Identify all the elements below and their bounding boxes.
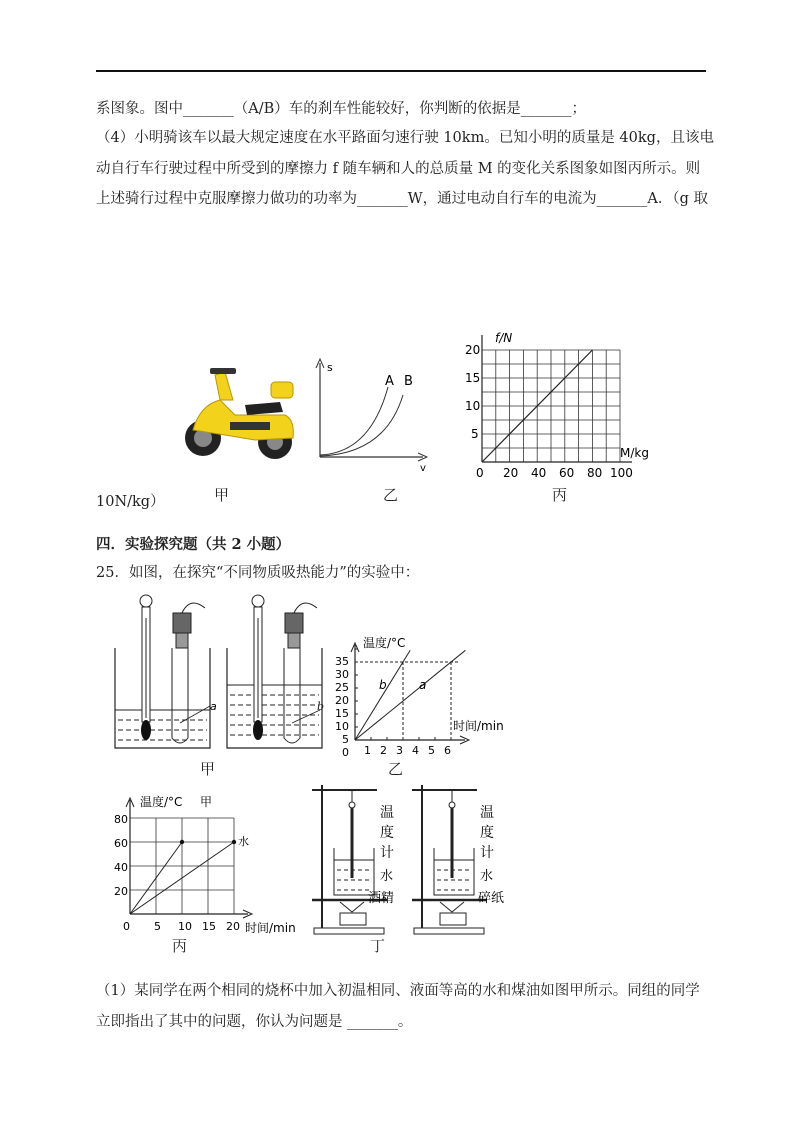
tb-xtick-20: 20: [226, 920, 240, 933]
q24-line-1: 系图象。图中_______（A/B）车的刹车性能较好，你判断的依据是_______；: [96, 101, 587, 117]
ding-right-label-1: 温: [480, 805, 494, 821]
ding-left-label-3: 计: [380, 845, 394, 861]
tb-line-shui-label: 水: [238, 835, 249, 848]
chart-s-v: [305, 355, 435, 475]
beaker-right: [227, 595, 325, 748]
chart-temp-time-2: [108, 790, 313, 940]
tt-xlabel: 时间/min: [453, 719, 504, 733]
ding-left-water: 水: [380, 869, 394, 884]
ding-left-label-2: 度: [380, 825, 394, 841]
q25-part1-line2: 立即指出了其中的问题，你认为问题是 _______。: [96, 1014, 413, 1030]
tt-ytick-0: 0: [342, 746, 349, 759]
tb-ytick-40: 40: [114, 861, 128, 874]
ding-right-fuel: 碎纸: [478, 891, 505, 906]
tb-ylabel: 温度/°C: [140, 795, 183, 809]
tb-series-point: [232, 840, 236, 844]
tt-ytick-30: 30: [335, 668, 349, 681]
q24-line-5: 10N/kg）: [96, 494, 165, 510]
fm-xtick-100: 100: [610, 466, 633, 480]
fig-top-caption-bing: 丙: [552, 486, 568, 504]
tt-ytick-15: 15: [335, 707, 349, 720]
tb-xtick-5: 5: [154, 920, 161, 933]
q25-caption-ding: 丁: [370, 937, 386, 955]
ding-right-label-2: 度: [480, 825, 494, 841]
q25-part1-line1: （1）某同学在两个相同的烧杯中加入初温相同、液面等高的水和煤油如图甲所示。同组的同学: [96, 983, 700, 999]
s-v-ylabel: s: [327, 361, 333, 374]
tt-xtick-5: 5: [428, 744, 435, 757]
q25-caption-bing: 丙: [172, 937, 188, 955]
section-title: 四．实验探究题（共 2 小题）: [96, 536, 291, 553]
tt-ytick-35: 35: [335, 655, 349, 668]
tt-ytick-10: 10: [335, 720, 349, 733]
fm-xtick-80: 80: [587, 466, 603, 480]
tb-ytick-20: 20: [114, 885, 128, 898]
chart-friction-mass: [460, 325, 670, 485]
header-rule: [96, 70, 706, 72]
tt-xtick-1: 1: [364, 744, 371, 757]
beakers-diagram: [110, 588, 325, 763]
curve-b-label: B: [404, 374, 413, 389]
tt-ytick-20: 20: [335, 694, 349, 707]
tt-series-a: [355, 650, 465, 740]
stand-left: [312, 785, 387, 934]
ding-right-water: 水: [480, 869, 494, 884]
fig-top-caption-yi: 乙: [383, 486, 399, 504]
q25-caption-jia: 甲: [200, 760, 216, 778]
curve-a: [320, 387, 388, 455]
tt-line-b-label: b: [379, 678, 387, 692]
q25-caption-yi: 乙: [388, 760, 404, 778]
tt-ytick-5: 5: [342, 733, 349, 746]
tb-xtick-10: 10: [178, 920, 192, 933]
fm-ytick-5: 5: [471, 427, 479, 441]
tb-ytick-60: 60: [114, 837, 128, 850]
tt-series-b: [355, 650, 410, 740]
beaker-label-a: a: [210, 700, 217, 713]
fm-xlabel: M/kg: [620, 446, 649, 460]
ding-left-label-1: 温: [380, 805, 394, 821]
tb-xtick-0: 0: [123, 920, 130, 933]
tt-xtick-4: 4: [412, 744, 419, 757]
fm-ylabel: f/N: [495, 331, 513, 345]
tt-line-a-label: a: [419, 678, 427, 692]
q24-line-2: （4）小明骑该车以最大规定速度在水平路面匀速行驶 10km。已知小明的质量是 40kg，且该电: [96, 130, 714, 146]
fm-xtick-0: 0: [476, 466, 484, 480]
beaker-left: [115, 595, 217, 748]
tb-series-point: [180, 840, 184, 844]
stand-right: [412, 785, 487, 934]
fig-top-caption-jia: 甲: [214, 486, 230, 504]
fm-ytick-10: 10: [465, 399, 481, 413]
ding-left-fuel: 酒精: [368, 891, 395, 906]
tb-line-jia-label: 甲: [200, 795, 213, 809]
tb-xtick-15: 15: [202, 920, 216, 933]
chart-temp-time-1: [335, 635, 525, 760]
fm-xtick-20: 20: [503, 466, 519, 480]
tt-xtick-2: 2: [380, 744, 387, 757]
fm-xtick-40: 40: [531, 466, 547, 480]
q25-stem: 25．如图，在探究“不同物质吸热能力”的实验中：: [96, 565, 420, 581]
tt-ylabel: 温度/°C: [363, 636, 406, 650]
fm-xtick-60: 60: [559, 466, 575, 480]
ding-right-label-3: 计: [480, 845, 494, 861]
fm-ytick-15: 15: [465, 371, 481, 385]
tt-xtick-6: 6: [444, 744, 451, 757]
curve-b: [320, 395, 403, 456]
s-v-xlabel: v: [420, 463, 426, 474]
scooter-image: [175, 360, 300, 465]
beaker-label-b: b: [317, 700, 325, 713]
fm-ytick-20: 20: [465, 343, 481, 357]
q24-line-3: 动自行车行驶过程中所受到的摩擦力 f 随车辆和人的总质量 M 的变化关系图象如图丙所示。则: [96, 161, 701, 177]
tb-ytick-80: 80: [114, 813, 128, 826]
tt-ytick-25: 25: [335, 681, 349, 694]
curve-a-label: A: [385, 374, 394, 389]
stands-diagram: [312, 780, 512, 940]
tb-xlabel: 时间/min: [245, 921, 296, 935]
tt-xtick-3: 3: [396, 744, 403, 757]
q24-line-4: 上述骑行过程中克服摩擦力做功的功率为_______W，通过电动自行车的电流为_______A．（g 取: [96, 191, 709, 207]
